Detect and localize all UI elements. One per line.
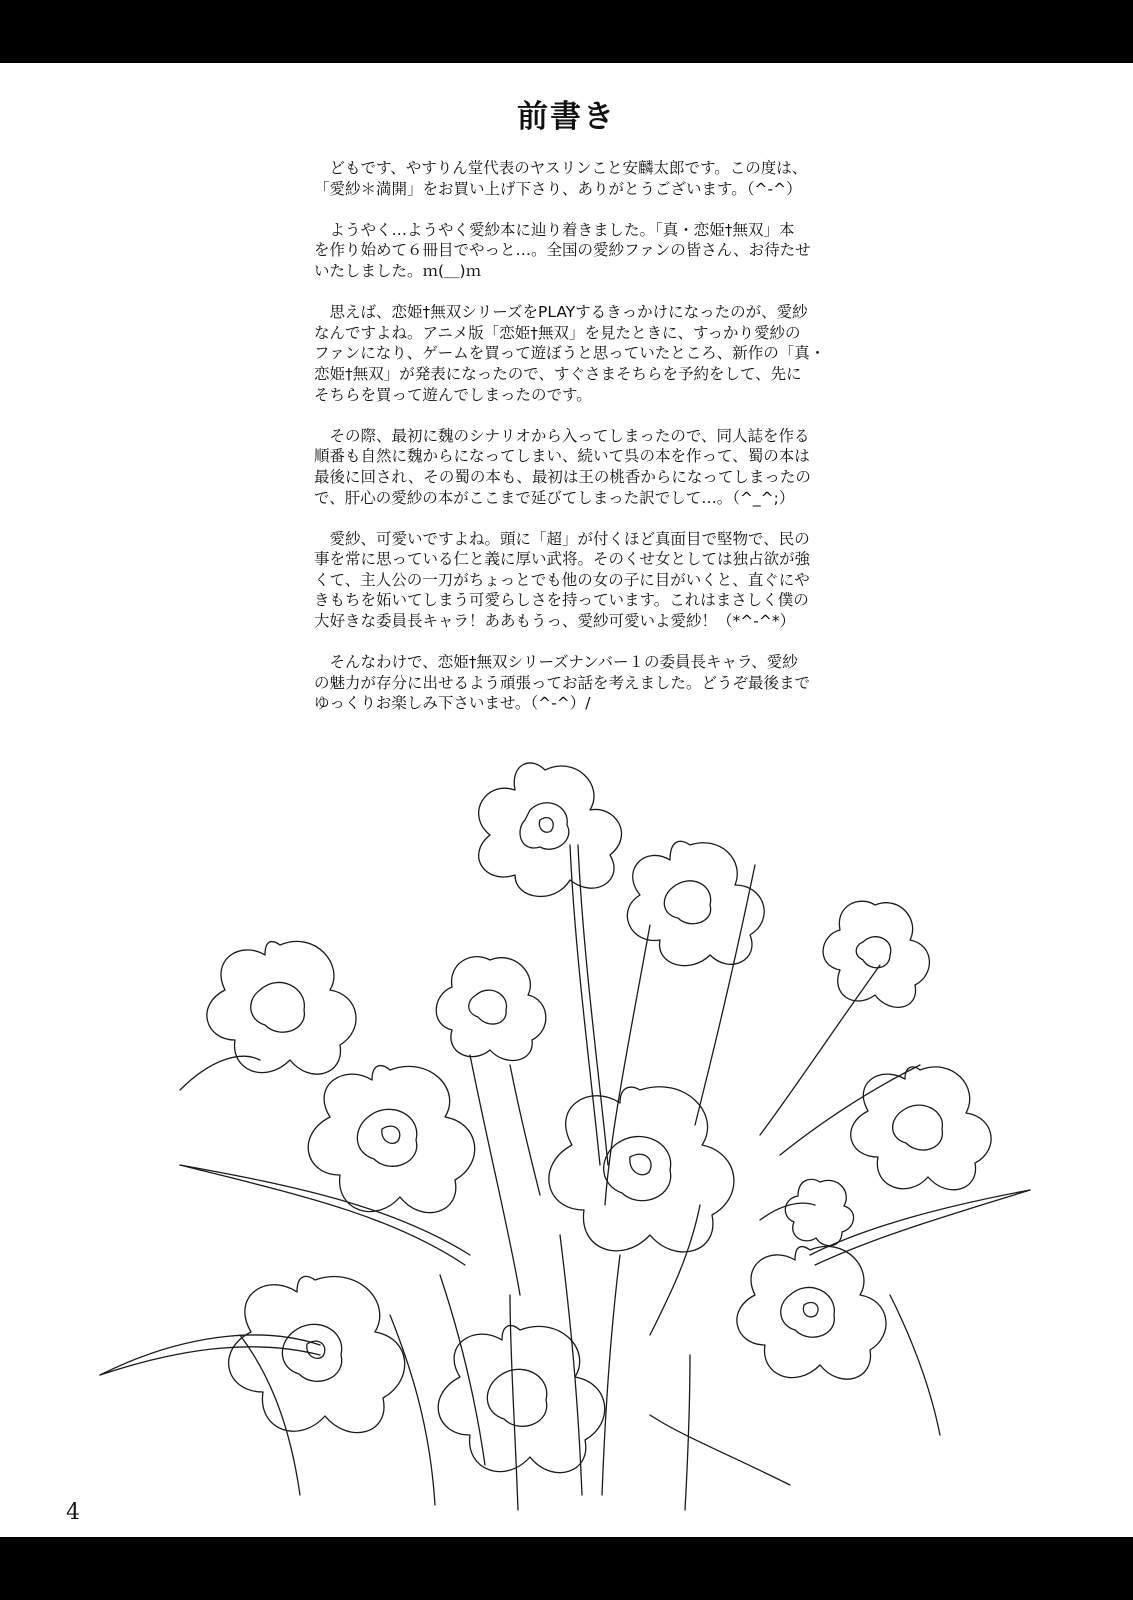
text-line: を作り始めて６冊目でやっと…。全国の愛紗ファンの皆さん、お待たせ — [314, 241, 811, 260]
paragraph — [314, 652, 894, 714]
text-line: いたしました。ｍ(＿)ｍ — [314, 261, 482, 280]
daffodil-illustration — [90, 735, 1050, 1515]
text-line: きもちを妬いてしまう可愛らしさを持っています。これはまさしく僕の — [314, 591, 809, 610]
text-line: ファンになり、ゲームを買って遊ぼうと思っていたところ、新作の「真・ — [314, 344, 826, 363]
paragraph — [314, 426, 894, 508]
text-line: 事を常に思っている仁と義に厚い武将。そのくせ女としては独占欲が強 — [314, 550, 811, 569]
text-line: そんなわけで、恋姫†無双シリーズナンバー１の委員長キャラ、愛紗 — [314, 653, 798, 672]
page-number: 4 — [66, 1500, 80, 1525]
paragraph — [314, 158, 894, 199]
flower-heads — [180, 763, 991, 1473]
text-line: 大好きな委員長キャラ！ああもうっ、愛紗可愛いよ愛紗！（*^-^*） — [314, 612, 796, 631]
text-line: 最後に回され、その蜀の本も、最初は王の桃香からになってしまったの — [314, 467, 811, 486]
preface-body — [314, 158, 894, 735]
text-line: 愛紗、可愛いですよね。頭に「超」が付くほど真面目で堅物で、民の — [314, 529, 810, 548]
text-line: どもです、やすりん堂代表のヤスリンこと安麟太郎です。この度は、 — [314, 159, 808, 177]
text-line: その際、最初に魏のシナリオから入ってしまったので、同人誌を作る — [314, 426, 810, 445]
text-line: の魅力が存分に出せるよう頑張ってお話を考えました。どうぞ最後まで — [314, 673, 811, 692]
text-line: なんですよね。アニメ版「恋姫†無双」を見たときに、すっかり愛紗の — [314, 323, 801, 342]
page-title: 前書き — [517, 99, 616, 135]
paragraph — [314, 529, 894, 632]
text-line: 「愛紗＊満開」をお買い上げ下さり、ありがとうございます。（^-^） — [314, 179, 802, 198]
paragraph — [314, 220, 894, 282]
leaves — [100, 1065, 1030, 1510]
text-line: くて、主人公の一刀がちょっとでも他の女の子に目がいくと、直ぐにや — [314, 570, 810, 589]
text-line: そちらを買って遊んでしまったのです。 — [314, 385, 592, 404]
text-line: ようやく…ようやく愛紗本に辿り着きました。「真・恋姫†無双」本 — [314, 220, 795, 239]
text-line: ゆっくりお楽しみ下さいませ。（^-^）/ — [314, 694, 591, 713]
text-line: 思えば、恋姫†無双シリーズをPLAYするきっかけになったのが、愛紗 — [314, 303, 808, 322]
text-line: 恋姫†無双」が発表になったので、すぐさまそちらを予約をして、先に — [314, 364, 802, 383]
text-line: 順番も自然に魏からになってしまい、続いて呉の本を作って、蜀の本は — [314, 447, 810, 466]
paragraph — [314, 302, 894, 405]
bottom-black-bar — [0, 1537, 1133, 1600]
top-black-bar — [0, 0, 1133, 63]
text-line: で、肝心の愛紗の本がここまで延びてしまった訳でして…。（^_^;） — [314, 488, 795, 507]
